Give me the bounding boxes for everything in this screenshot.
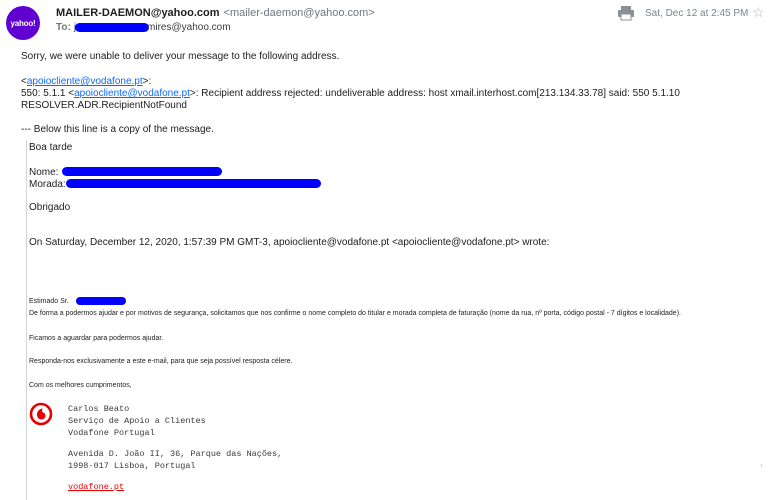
failed-address-line [21,76,151,88]
vodafone-logo-icon [29,402,53,426]
recipient-line [56,22,231,33]
salutation [29,297,69,306]
salutation-text: Estimado Sr. [29,298,69,305]
error-address-link[interactable]: apoiocliente@vodafone.pt [74,88,190,99]
error-line-2: RESOLVER.ADR.RecipientNotFound [21,100,187,111]
name-line [29,167,58,179]
waiting-text: Ficamos a aguardar para podermos ajudar. [29,335,164,342]
signature-department: Serviço de Apoio a Clientes [68,416,206,426]
error-code: 550: 5.1.1 < [21,88,75,99]
signature-address-2: 1998-017 Lisboa, Portugal [68,461,196,471]
address-close: >: [142,76,152,87]
redaction-mark [66,179,321,188]
sender-email: <mailer-daemon@yahoo.com> [223,7,375,19]
redaction-mark [62,167,222,176]
signature-name: Carlos Beato [68,404,130,414]
bounce-intro: Sorry, we were unable to deliver your message to the following address. [21,51,340,62]
request-text: De forma a podermos ajudar e por motivos de segurança, solicitamos que nos confirme o nome completo do titular e morada completa de faturação (nome da rua, nº porta, código postal - 7 dígitos e localidade). [29,310,681,317]
quote-bar [26,140,27,500]
signature-company: Vodafone Portugal [68,428,155,438]
redaction-mark [76,297,126,305]
address-label: Morada: [29,179,66,190]
vodafone-site-link[interactable]: vodafone.pt [68,482,125,492]
name-label: Nome: [29,167,59,178]
signature-address-1: Avenida D. João II, 36, Parque das Nações, [68,449,283,459]
thanks: Obrigado [29,202,71,213]
message-date: Sat, Dec 12 at 2:45 PM [645,8,749,19]
address-open: < [21,76,27,87]
greeting: Boa tarde [29,142,73,153]
failed-address-link[interactable]: apoiocliente@vodafone.pt [26,76,143,87]
sender-avatar[interactable] [6,6,40,40]
sender-line [56,7,375,19]
address-line [29,179,66,191]
avatar-text: yahoo! [10,18,36,28]
reply-header: On Saturday, December 12, 2020, 1:57:39 PM GMT-3, apoiocliente@vodafone.pt <apoiocliente@vodafone.pt> wrote: [29,237,550,248]
vodafone-link [68,481,124,493]
error-detail: >: Recipient address rejected: undeliverable address: host xmail.interhost.com[213.134.33.78] said: 550 5.1.10 [189,88,680,99]
recipient-suffix[interactable]: mires@yahoo.com [147,22,231,33]
reply-note: Responda-nos exclusivamente a este e-mail, para que seja possível resposta célere. [29,358,293,365]
copy-divider: --- Below this line is a copy of the message. [21,124,214,135]
scroll-indicator[interactable]: ‹ [760,460,763,470]
star-icon[interactable]: ☆ [752,4,765,20]
to-label: To: [56,22,71,33]
sender-name[interactable]: MAILER-DAEMON@yahoo.com [56,7,220,19]
printer-icon[interactable] [617,5,635,21]
closing-text: Com os melhores cumprimentos, [29,382,132,389]
redaction-mark [75,23,149,32]
error-line [21,88,761,100]
